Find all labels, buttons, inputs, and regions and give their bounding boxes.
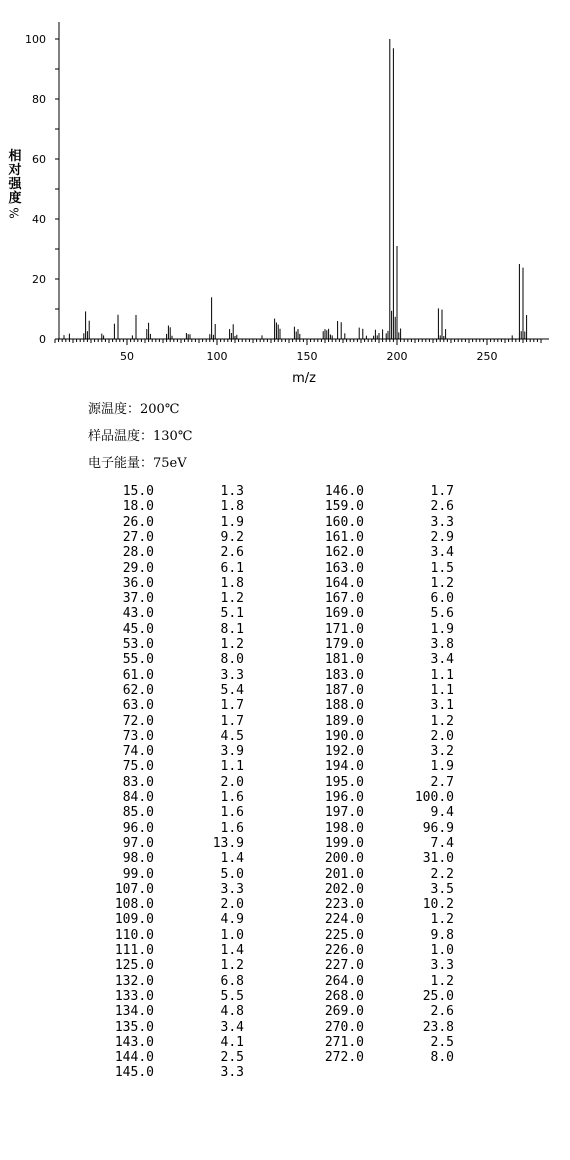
- mass-spectrum-chart: [0, 0, 570, 390]
- y-axis-title-char: 强: [8, 177, 22, 192]
- peak-mz: 83.0: [122, 774, 154, 790]
- peak-intensity: 13.9: [212, 835, 244, 851]
- peak-row: [90, 530, 290, 545]
- peak-intensity: 7.4: [430, 835, 454, 851]
- peak-intensity: 2.6: [430, 1004, 454, 1020]
- peak-row: [90, 668, 290, 683]
- peak-mz: 36.0: [122, 575, 154, 591]
- peak-row: [300, 821, 500, 836]
- peak-mz: 74.0: [122, 744, 154, 760]
- peak-mz: 181.0: [324, 652, 364, 668]
- peak-row: [300, 683, 500, 698]
- peak-intensity: 1.7: [220, 698, 244, 714]
- peak-mz: 198.0: [324, 820, 364, 836]
- peak-row: [300, 530, 500, 545]
- peak-mz: 179.0: [324, 637, 364, 652]
- peak-mz: 62.0: [122, 682, 154, 698]
- peak-row: [300, 1050, 500, 1065]
- peak-row: [300, 668, 500, 683]
- peak-row: [90, 1035, 290, 1050]
- sample-temperature: 样品温度：130℃: [88, 429, 193, 444]
- peak-mz: 97.0: [122, 835, 154, 851]
- peak-mz: 197.0: [324, 805, 364, 821]
- peak-mz: 271.0: [324, 1034, 364, 1050]
- peak-intensity: 1.6: [220, 790, 244, 805]
- peak-mz: 196.0: [324, 790, 364, 805]
- peak-intensity: 8.0: [430, 1050, 454, 1066]
- peak-row: [90, 912, 290, 927]
- peak-mz: 194.0: [324, 759, 364, 775]
- peak-mz: 190.0: [324, 728, 364, 744]
- peak-row: [300, 484, 500, 499]
- peak-row: [90, 729, 290, 744]
- peak-row: [300, 622, 500, 637]
- peak-intensity: 9.4: [430, 805, 454, 821]
- peak-mz: 162.0: [324, 545, 364, 561]
- peak-row: [300, 591, 500, 606]
- peak-mz: 225.0: [324, 927, 364, 943]
- peak-mz: 28.0: [122, 545, 154, 561]
- peak-row: [300, 867, 500, 882]
- peak-mz: 107.0: [114, 881, 154, 897]
- peak-row: [90, 759, 290, 774]
- y-tick-label: 20: [32, 273, 46, 286]
- peak-intensity: 4.8: [220, 1004, 244, 1020]
- peak-mz: 169.0: [324, 606, 364, 622]
- peak-intensity: 1.2: [430, 575, 454, 591]
- peak-intensity: 2.6: [430, 499, 454, 515]
- peak-mz: 268.0: [324, 988, 364, 1004]
- peak-row: [90, 744, 290, 759]
- peak-intensity: 3.2: [430, 744, 454, 760]
- peak-mz: 183.0: [324, 667, 364, 683]
- peak-mz: 111.0: [114, 943, 154, 958]
- peak-intensity: 3.3: [430, 514, 454, 530]
- peak-row: [90, 867, 290, 882]
- y-axis-title-char: 相: [8, 149, 22, 164]
- peak-mz: 133.0: [114, 988, 154, 1004]
- y-axis-unit: %: [8, 207, 22, 219]
- peak-mz: 163.0: [324, 560, 364, 576]
- peak-mz: 135.0: [114, 1019, 154, 1035]
- peak-mz: 146.0: [324, 484, 364, 499]
- peak-mz: 15.0: [122, 484, 154, 499]
- peak-row: [90, 1065, 290, 1080]
- peak-intensity: 9.8: [430, 927, 454, 943]
- peak-row: [300, 606, 500, 621]
- peak-mz: 159.0: [324, 499, 364, 515]
- peak-mz: 164.0: [324, 575, 364, 591]
- peak-mz: 96.0: [122, 820, 154, 836]
- electron-energy: 电子能量：75eV: [88, 456, 187, 471]
- peak-intensity: 1.5: [430, 560, 454, 576]
- peak-intensity: 6.1: [220, 560, 244, 576]
- y-axis-title-char: 度: [8, 191, 22, 206]
- peak-mz: 188.0: [324, 698, 364, 714]
- peak-row: [90, 775, 290, 790]
- peak-intensity: 1.1: [220, 759, 244, 775]
- peak-mz: 202.0: [324, 881, 364, 897]
- peak-row: [300, 561, 500, 576]
- peak-mz: 110.0: [114, 927, 154, 943]
- peak-intensity: 96.9: [422, 820, 454, 836]
- peak-intensity: 2.5: [430, 1034, 454, 1050]
- peak-row: [90, 576, 290, 591]
- peak-intensity: 1.3: [220, 484, 244, 499]
- peak-mz: 187.0: [324, 682, 364, 698]
- peak-row: [90, 1020, 290, 1035]
- peak-intensity: 3.8: [430, 637, 454, 652]
- peak-row: [90, 974, 290, 989]
- peak-bars: [64, 39, 527, 339]
- peak-row: [90, 882, 290, 897]
- peak-intensity: 3.3: [220, 881, 244, 897]
- peak-intensity: 1.2: [430, 973, 454, 989]
- peak-intensity: 8.1: [220, 621, 244, 637]
- peak-mz: 143.0: [114, 1034, 154, 1050]
- peak-row: [90, 836, 290, 851]
- peak-intensity: 3.3: [430, 958, 454, 974]
- peak-intensity: 3.3: [220, 1065, 244, 1081]
- peak-mz: 26.0: [122, 514, 154, 530]
- peak-row: [300, 499, 500, 514]
- peak-mz: 55.0: [122, 652, 154, 668]
- peak-intensity: 5.1: [220, 606, 244, 622]
- peak-intensity: 1.9: [430, 759, 454, 775]
- peak-intensity: 1.8: [220, 499, 244, 515]
- peak-row: [300, 1020, 500, 1035]
- y-axis-title: [4, 150, 26, 221]
- peak-intensity: 2.9: [430, 529, 454, 545]
- peak-mz: 226.0: [324, 943, 364, 958]
- peak-intensity: 2.0: [220, 774, 244, 790]
- peak-mz: 171.0: [324, 621, 364, 637]
- peak-mz: 132.0: [114, 973, 154, 989]
- peak-row: [90, 652, 290, 667]
- peak-mz: 195.0: [324, 774, 364, 790]
- peak-mz: 53.0: [122, 637, 154, 652]
- peak-row: [300, 928, 500, 943]
- y-tick-label: 0: [39, 333, 46, 346]
- peak-intensity: 1.2: [430, 912, 454, 928]
- peak-mz: 108.0: [114, 897, 154, 913]
- peak-intensity: 4.1: [220, 1034, 244, 1050]
- peak-mz: 125.0: [114, 958, 154, 974]
- peak-intensity: 2.0: [220, 897, 244, 913]
- peak-row: [300, 974, 500, 989]
- y-axis-title-char: 对: [8, 163, 22, 178]
- peak-intensity: 1.2: [220, 591, 244, 607]
- y-tick-label: 40: [32, 213, 46, 226]
- peak-intensity: 1.0: [220, 927, 244, 943]
- peak-row: [90, 683, 290, 698]
- peak-row: [90, 958, 290, 973]
- peak-intensity: 10.2: [422, 897, 454, 913]
- peak-intensity: 6.8: [220, 973, 244, 989]
- peak-row: [300, 744, 500, 759]
- peak-intensity: 2.7: [430, 774, 454, 790]
- peak-intensity: 31.0: [422, 851, 454, 867]
- peak-intensity: 1.4: [220, 851, 244, 867]
- peak-mz: 192.0: [324, 744, 364, 760]
- peak-intensity: 5.5: [220, 988, 244, 1004]
- peak-mz: 73.0: [122, 728, 154, 744]
- peak-intensity: 4.5: [220, 728, 244, 744]
- peak-mz: 201.0: [324, 866, 364, 882]
- peak-row: [300, 958, 500, 973]
- peak-row: [90, 851, 290, 866]
- peak-row: [300, 805, 500, 820]
- peak-row: [300, 882, 500, 897]
- peak-mz: 37.0: [122, 591, 154, 607]
- peak-intensity: 1.7: [430, 484, 454, 499]
- peak-mz: 18.0: [122, 499, 154, 515]
- peak-row: [300, 714, 500, 729]
- peak-intensity: 3.4: [430, 545, 454, 561]
- peak-intensity: 1.8: [220, 575, 244, 591]
- peak-row: [90, 805, 290, 820]
- peak-row: [300, 897, 500, 912]
- peak-mz: 160.0: [324, 514, 364, 530]
- peak-mz: 224.0: [324, 912, 364, 928]
- x-tick-label: 150: [296, 350, 318, 363]
- peak-intensity: 100.0: [414, 790, 454, 805]
- peak-row: [300, 943, 500, 958]
- peak-row: [90, 1004, 290, 1019]
- y-tick-label: 60: [32, 153, 46, 166]
- peak-row: [300, 989, 500, 1004]
- peak-row: [90, 499, 290, 514]
- peak-row: [90, 1050, 290, 1065]
- peak-intensity: 1.7: [220, 713, 244, 729]
- peak-row: [300, 545, 500, 560]
- peak-intensity: 1.4: [220, 943, 244, 958]
- peak-intensity: 8.0: [220, 652, 244, 668]
- peak-intensity: 3.3: [220, 667, 244, 683]
- peak-intensity: 1.0: [430, 943, 454, 958]
- peak-row: [300, 836, 500, 851]
- peak-mz: 199.0: [324, 835, 364, 851]
- peak-intensity: 1.2: [220, 637, 244, 652]
- peak-mz: 75.0: [122, 759, 154, 775]
- peak-row: [300, 790, 500, 805]
- peak-row: [90, 943, 290, 958]
- peak-row: [90, 606, 290, 621]
- peak-mz: 63.0: [122, 698, 154, 714]
- peak-row: [300, 775, 500, 790]
- source-temperature: 源温度：200℃: [88, 402, 180, 417]
- peak-row: [90, 897, 290, 912]
- peak-row: [90, 637, 290, 652]
- y-tick-label: 80: [32, 93, 46, 106]
- peak-mz: 167.0: [324, 591, 364, 607]
- peak-row: [300, 729, 500, 744]
- peak-mz: 61.0: [122, 667, 154, 683]
- peak-intensity: 2.5: [220, 1050, 244, 1066]
- peak-mz: 85.0: [122, 805, 154, 821]
- peak-intensity: 2.2: [430, 866, 454, 882]
- peak-mz: 84.0: [122, 790, 154, 805]
- peak-mz: 272.0: [324, 1050, 364, 1066]
- peak-row: [300, 851, 500, 866]
- peak-intensity: 1.2: [430, 713, 454, 729]
- peak-row: [90, 515, 290, 530]
- peak-intensity: 3.1: [430, 698, 454, 714]
- peak-intensity: 4.9: [220, 912, 244, 928]
- peak-mz: 134.0: [114, 1004, 154, 1020]
- peak-intensity: 3.4: [430, 652, 454, 668]
- peak-mz: 145.0: [114, 1065, 154, 1081]
- peak-mz: 161.0: [324, 529, 364, 545]
- peak-mz: 270.0: [324, 1019, 364, 1035]
- peak-row: [300, 576, 500, 591]
- peak-mz: 27.0: [122, 529, 154, 545]
- peak-intensity: 25.0: [422, 988, 454, 1004]
- x-tick-label: 50: [120, 350, 134, 363]
- peak-intensity: 1.9: [220, 514, 244, 530]
- x-axis-ticks: [55, 339, 541, 363]
- peak-mz: 269.0: [324, 1004, 364, 1020]
- peak-intensity: 9.2: [220, 529, 244, 545]
- peak-row: [90, 591, 290, 606]
- peak-mz: 99.0: [122, 866, 154, 882]
- peak-mz: 223.0: [324, 897, 364, 913]
- peak-mz: 144.0: [114, 1050, 154, 1066]
- y-tick-label: 100: [25, 33, 46, 46]
- peak-intensity: 1.2: [220, 958, 244, 974]
- peak-mz: 109.0: [114, 912, 154, 928]
- peak-row: [300, 652, 500, 667]
- peak-mz: 98.0: [122, 851, 154, 867]
- peak-row: [300, 759, 500, 774]
- peak-intensity: 1.9: [430, 621, 454, 637]
- peak-intensity: 3.4: [220, 1019, 244, 1035]
- peak-intensity: 5.6: [430, 606, 454, 622]
- peak-row: [300, 912, 500, 927]
- y-axis-ticks: [25, 33, 59, 346]
- peak-intensity: 2.0: [430, 728, 454, 744]
- peak-mz: 189.0: [324, 713, 364, 729]
- peak-row: [90, 928, 290, 943]
- peak-row: [300, 1004, 500, 1019]
- peak-intensity: 23.8: [422, 1019, 454, 1035]
- peak-row: [300, 637, 500, 652]
- peak-mz: 200.0: [324, 851, 364, 867]
- peak-row: [90, 698, 290, 713]
- peak-row: [90, 545, 290, 560]
- peak-intensity: 6.0: [430, 591, 454, 607]
- peak-row: [90, 714, 290, 729]
- peak-intensity: 5.4: [220, 682, 244, 698]
- x-tick-label: 200: [386, 350, 408, 363]
- peak-mz: 264.0: [324, 973, 364, 989]
- x-tick-label: 100: [206, 350, 228, 363]
- peak-row: [300, 698, 500, 713]
- peak-row: [90, 622, 290, 637]
- peak-mz: 72.0: [122, 713, 154, 729]
- peak-row: [90, 790, 290, 805]
- x-tick-label: 250: [476, 350, 498, 363]
- peak-mz: 43.0: [122, 606, 154, 622]
- x-axis-title: m/z: [292, 371, 316, 386]
- peak-mz: 29.0: [122, 560, 154, 576]
- peak-row: [300, 1035, 500, 1050]
- peak-mz: 45.0: [122, 621, 154, 637]
- peak-row: [300, 515, 500, 530]
- peak-row: [90, 821, 290, 836]
- peak-row: [90, 989, 290, 1004]
- peak-intensity: 1.1: [430, 682, 454, 698]
- peak-row: [90, 561, 290, 576]
- peak-intensity: 5.0: [220, 866, 244, 882]
- peak-intensity: 3.5: [430, 881, 454, 897]
- peak-row: [90, 484, 290, 499]
- peak-intensity: 1.6: [220, 805, 244, 821]
- peak-intensity: 3.9: [220, 744, 244, 760]
- peak-mz: 227.0: [324, 958, 364, 974]
- peak-intensity: 2.6: [220, 545, 244, 561]
- peak-intensity: 1.6: [220, 820, 244, 836]
- peak-intensity: 1.1: [430, 667, 454, 683]
